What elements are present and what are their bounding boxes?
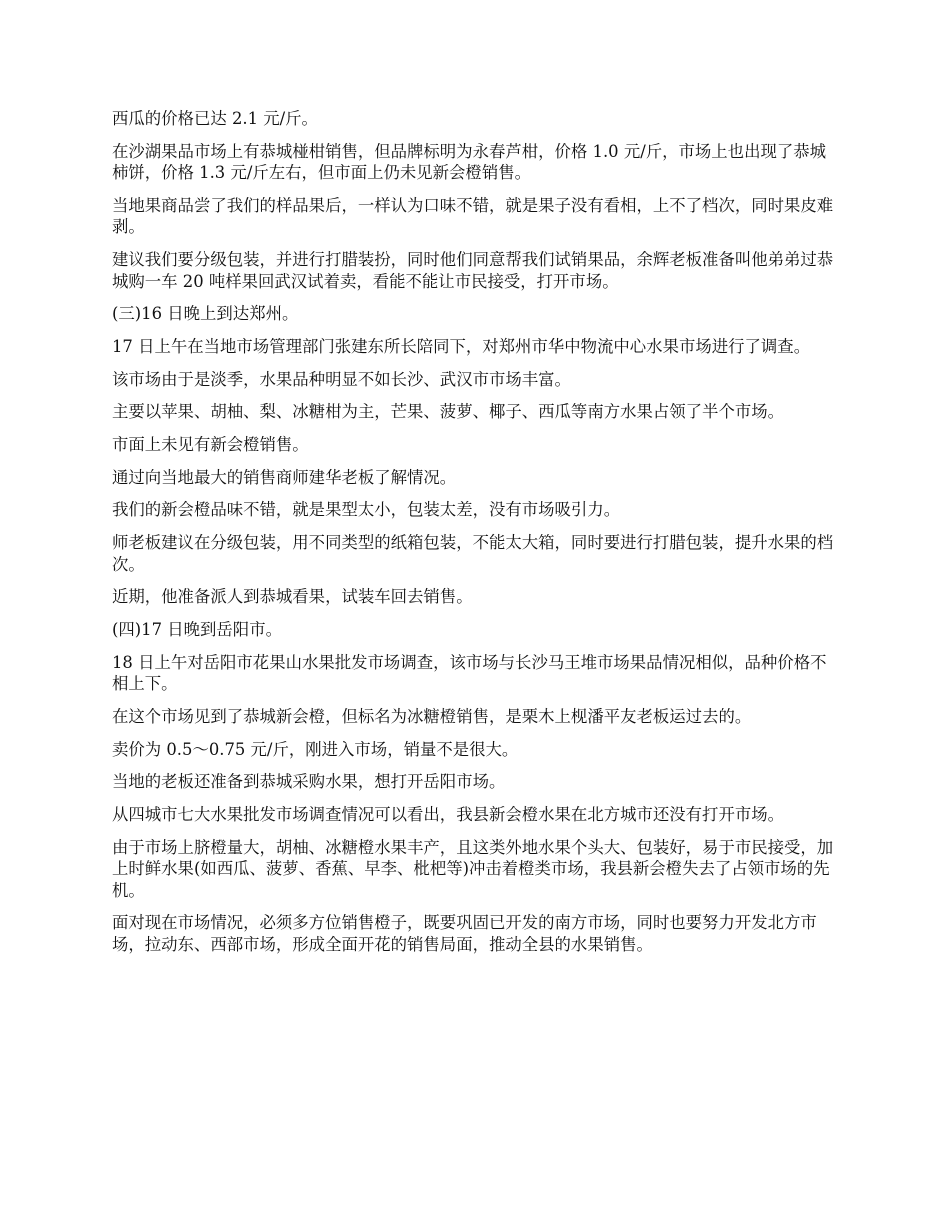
paragraph: 面对现在市场情况，必须多方位销售橙子，既要巩固已开发的南方市场，同时也要努力开发北方市场，拉动东、西部市场，形成全面开花的销售局面，推动全县的水果销售。 (112, 913, 817, 954)
paragraph: 师老板建议在分级包装，用不同类型的纸箱包装，不能太大箱，同时要进行打腊包装，提升水果的档次。 (112, 533, 834, 574)
paragraph: 通过向当地最大的销售商师建华老板了解情况。 (112, 467, 457, 487)
paragraph: 在沙湖果品市场上有恭城椪柑销售，但品牌标明为永春芦柑，价格 1.0 元/斤，市场上也出现了恭城柿饼，价格 1.3 元/斤左右，但市面上仍未见新会橙销售。 (112, 141, 827, 183)
paragraph: 由于市场上脐橙量大，胡柚、冰糖橙水果丰产，且这类外地水果个头大、包装好，易于市民接受，加上时鲜水果(如西瓜、菠萝、香蕉、早李、枇杷等)冲击着橙类市场，我县新会橙失去了占领市场的先机。 (112, 837, 834, 900)
paragraph: 我们的新会橙品味不错，就是果型太小，包装太差，没有市场吸引力。 (112, 500, 621, 520)
section-heading: (三)16 日晚上到达郑州。 (112, 304, 299, 324)
paragraph: 17 日上午在当地市场管理部门张建东所长陪同下，对郑州市华中物流中心水果市场进行了调查。 (112, 336, 811, 356)
paragraph: 市面上未见有新会橙销售。 (112, 435, 309, 454)
paragraph: 18 日上午对岳阳市花果山水果批发市场调查，该市场与长沙马王堆市场果品情况相似，品种价格不相上下。 (112, 652, 827, 694)
paragraph: 卖价为 0.5～0.75 元/斤，刚进入市场，销量不是很大。 (112, 739, 519, 759)
paragraph: 在这个市场见到了恭城新会橙，但标名为冰糖橙销售，是栗木上枧潘平友老板运过去的。 (112, 706, 752, 726)
paragraph: 西瓜的价格已达 2.1 元/斤。 (112, 109, 318, 128)
section-heading: (四)17 日晚到岳阳市。 (112, 619, 282, 639)
document-page (112, 108, 842, 966)
paragraph: 当地果商品尝了我们的样品果后，一样认为口味不错，就是果子没有看相，上不了档次，同时果皮难剥。 (112, 195, 834, 237)
paragraph: 近期，他准备派人到恭城看果，试装车回去销售。 (112, 587, 473, 607)
paragraph: 主要以苹果、胡柚、梨、冰糖柑为主，芒果、菠萝、椰子、西瓜等南方水果占领了半个市场。 (112, 402, 785, 422)
paragraph: 该市场由于是淡季，水果品种明显不如长沙、武汉市市场丰富。 (112, 369, 571, 389)
paragraph: 建议我们要分级包装，并进行打腊装扮，同时他们同意帮我们试销果品，余辉老板准备叫他弟弟过恭城购一车 20 吨样果回武汉试着卖，看能不能让市民接受，打开市场。 (112, 250, 834, 291)
paragraph: 当地的老板还准备到恭城采购水果，想打开岳阳市场。 (112, 772, 506, 792)
paragraph: 从四城市七大水果批发市场调查情况可以看出，我县新会橙水果在北方城市还没有打开市场。 (112, 804, 785, 824)
